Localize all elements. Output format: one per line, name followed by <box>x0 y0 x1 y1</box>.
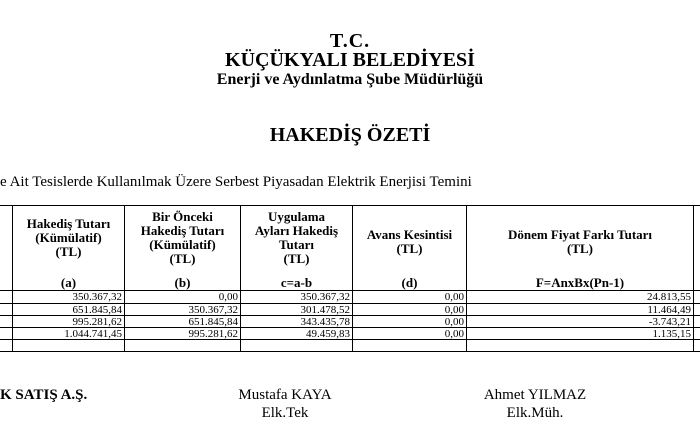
table-cell: 0,00 <box>444 291 464 303</box>
signature-person-2-name: Ahmet YILMAZ <box>483 387 587 403</box>
col-header-uygulama-aylari: Uygulama Ayları Hakediş Tutarı (TL) <box>254 209 339 266</box>
table-cell: 0,00 <box>444 304 464 316</box>
signature-person-1-name: Mustafa KAYA <box>238 387 332 403</box>
table-cell: 0,00 <box>444 328 464 340</box>
signature-person-2-title: Elk.Müh. <box>506 405 564 421</box>
table-cell: 343.435,78 <box>300 316 350 328</box>
col-code-a: (a) <box>60 275 77 290</box>
col-header-onceki-hakedis: Bir Önceki Hakediş Tutarı (Kümülatif) (TL) <box>140 209 225 266</box>
col-header-fiyat-farki: Dönem Fiyat Farkı Tutarı (TL) <box>507 227 653 256</box>
table-cell: 1.044.741,45 <box>64 328 122 340</box>
table-cell: 1.135,15 <box>652 328 691 340</box>
table-cell: 651.845,84 <box>188 316 238 328</box>
col-header-hakedis-tutari: Hakediş Tutarı (Kümülatif) (TL) <box>26 216 111 259</box>
table-cell: -3.743,21 <box>648 316 691 328</box>
signature-person-1-title: Elk.Tek <box>261 405 309 421</box>
col-header-avans-kesintisi: Avans Kesintisi (TL) <box>366 227 453 256</box>
table-cell: 0,00 <box>218 291 238 303</box>
header-department: Enerji ve Aydınlatma Şube Müdürlüğü <box>216 71 484 88</box>
subject-line: e Ait Tesislerde Kullanılmak Üzere Serbest Piyasadan Elektrik Enerjisi Temini <box>0 174 472 190</box>
signature-person-2 <box>460 386 610 422</box>
signature-person-1 <box>210 386 360 422</box>
table-cell: 49.459,83 <box>306 328 350 340</box>
header-tc: T.C. <box>329 30 371 52</box>
table-cell: 651.845,84 <box>72 304 122 316</box>
table-cell: 995.281,62 <box>72 316 122 328</box>
table-cell: 350.367,32 <box>72 291 122 303</box>
col-code-b: (b) <box>174 275 191 290</box>
header-municipality: KÜÇÜKYALI BELEDİYESİ <box>225 49 475 71</box>
col-code-f: F=AnxBx(Pn-1) <box>535 275 625 290</box>
table-cell: 995.281,62 <box>188 328 238 340</box>
signature-company: K SATIŞ A.Ş. <box>0 387 88 403</box>
table-cell: 301.478,52 <box>300 304 350 316</box>
table-cell: 350.367,32 <box>188 304 238 316</box>
table-cell: 11.464,49 <box>647 304 691 316</box>
col-code-c: c=a-b <box>280 275 313 290</box>
col-code-d: (d) <box>401 275 418 290</box>
table-cell: 0,00 <box>444 316 464 328</box>
table-cell: 24.813,55 <box>647 291 691 303</box>
document-title: HAKEDİŞ ÖZETİ <box>269 124 431 146</box>
table-cell: 350.367,32 <box>300 291 350 303</box>
